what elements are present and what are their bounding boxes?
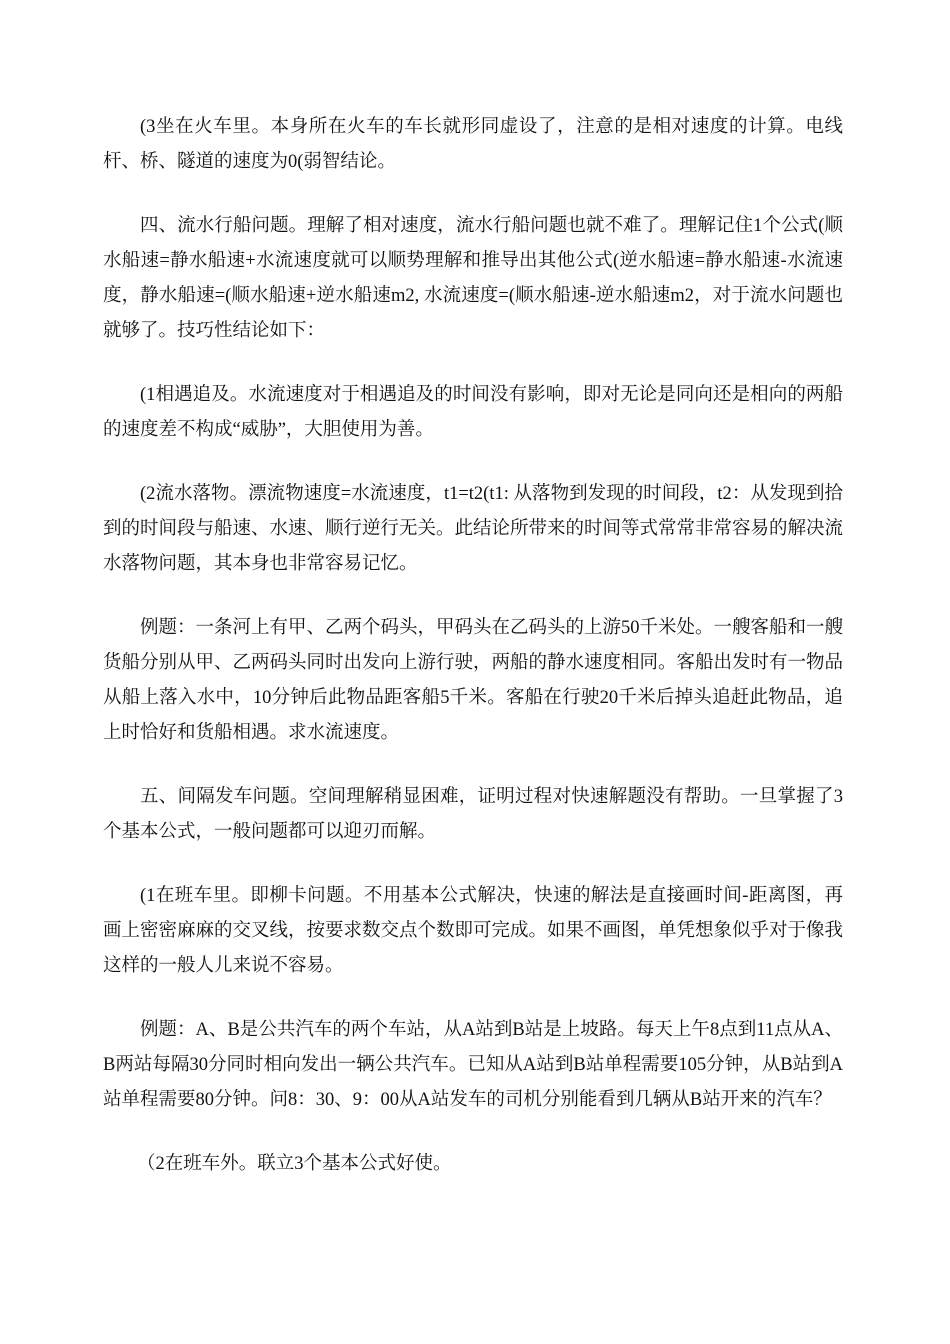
paragraph-boat-stream-problem: 四、流水行船问题。理解了相对速度，流水行船问题也就不难了。理解记住1个公式(顺水船速=静水船速+水流速度就可以顺势理解和推导出其他公式(逆水船速=静水船速-水流速度，静水船速=(顺水船速+逆水船速m2, 水流速度=(顺水船速-逆水船速m2，对于流水问题也就够了。技巧性结论如下： [103,216,843,341]
paragraph-example-boat: 例题：一条河上有甲、乙两个码头，甲码头在乙码头的上游50千米处。一艘客船和一艘货船分别从甲、乙两码头同时出发向上游行驶，两船的静水速度相同。客船出发时有一物品从船上落入水中，10分钟后此物品距客船5千米。客船在行驶20千米后掉头追赶此物品，追上时恰好和货船相遇。求水流速度。 [103,618,844,743]
paragraph-relative-speed-train: (3坐在火车里。本身所在火车的车长就形同虚设了，注意的是相对速度的计算。电线杆、桥、隧道的速度为0(弱智结论。 [103,117,843,172]
paragraph-outside-bus: （2在班车外。联立3个基本公式好使。 [137,1154,452,1174]
paragraph-floating-object: (2流水落物。漂流物速度=水流速度，t1=t2(t1: 从落物到发现的时间段，t2：从发现到拾到的时间段与船速、水速、顺行逆行无关。此结论所带来的时间等式常常非常容易的解决流水落物问题，其本身也非常容易记忆。 [103,484,844,574]
paragraph-inside-bus: (1在班车里。即柳卡问题。不用基本公式解决，快速的解法是直接画时间-距离图，再画上密密麻麻的交叉线，按要求数交点个数即可完成。如果不画图，单凭想象似乎对于像我这样的一般人儿来说不容易。 [103,886,844,976]
paragraph-example-bus: 例题：A、B是公共汽车的两个车站，从A站到B站是上坡路。每天上午8点到11点从A、B两站每隔30分同时相向发出一辆公共汽车。已知从A站到B站单程需要105分钟，从B站到A站单程需要80分钟。问8：30、9：00从A站发车的司机分别能看到几辆从B站开来的汽车？ [103,1020,843,1110]
paragraph-interval-departure: 五、间隔发车问题。空间理解稍显困难，证明过程对快速解题没有帮助。一旦掌握了3个基本公式，一般问题都可以迎刃而解。 [103,787,843,842]
paragraph-meet-chase: (1相遇追及。水流速度对于相遇追及的时间没有影响，即对无论是同向还是相向的两船的速度差不构成“威胁”，大胆使用为善。 [103,385,843,440]
document-page [103,110,843,1182]
